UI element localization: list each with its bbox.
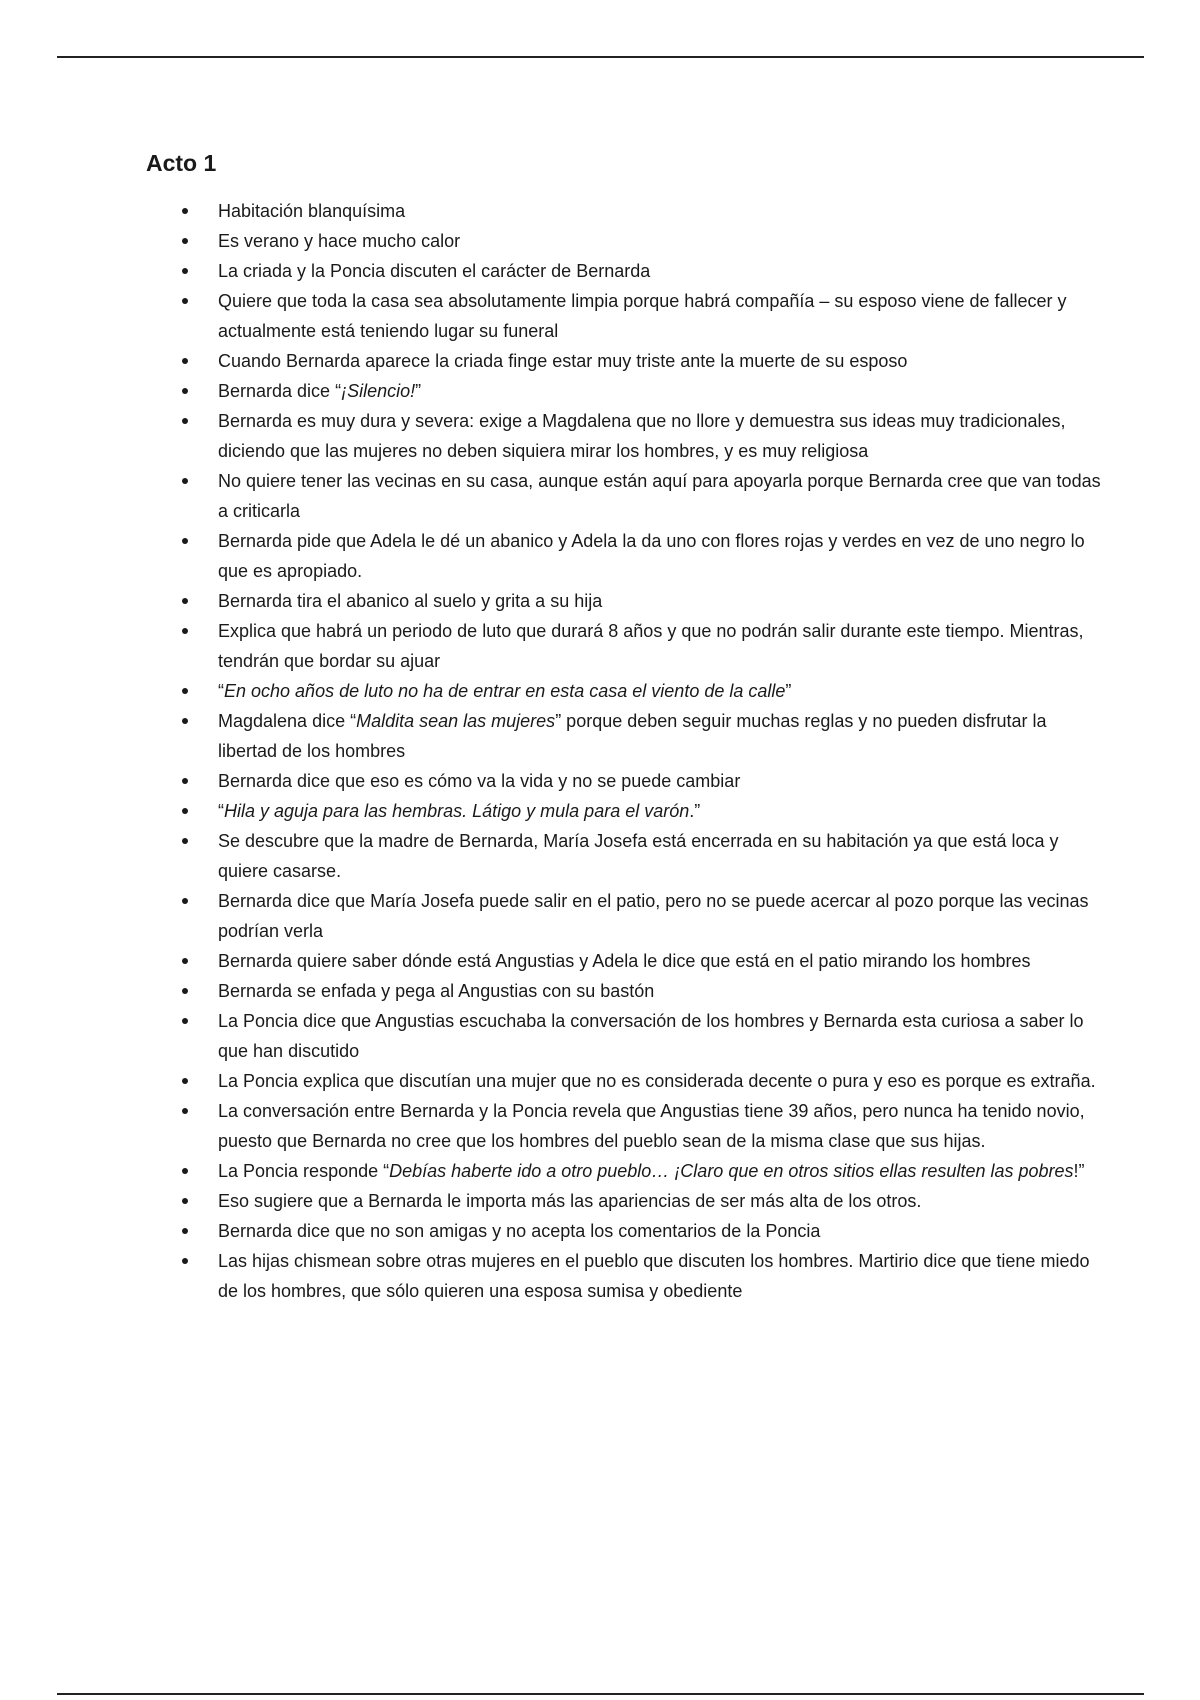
quote-text: Maldita sean las mujeres [356, 711, 556, 731]
list-item [146, 1156, 1106, 1186]
item-text: Explica que habrá un periodo de luto que durará 8 años y que no podrán salir durante este tiempo. Mientras, tendrán que bordar su ajuar [218, 621, 1084, 671]
quote-text: En ocho años de luto no ha de entrar en esta casa el viento de la calle [224, 681, 786, 701]
item-text: ” [785, 681, 792, 701]
bullet-icon [182, 538, 188, 544]
item-text: Eso sugiere que a Bernarda le importa más las apariencias de ser más alta de los otros. [218, 1191, 922, 1211]
bullet-icon [182, 598, 188, 604]
item-text: ” [415, 381, 422, 401]
item-text: Es verano y hace mucho calor [218, 231, 461, 251]
bullet-icon [182, 268, 188, 274]
bullet-icon [182, 988, 188, 994]
document-body [146, 146, 1106, 1306]
list-item [146, 796, 1106, 826]
quote-text: Debías haberte ido a otro pueblo… ¡Claro que en otros sitios ellas resulten las pobres [389, 1161, 1074, 1181]
item-text: Bernarda quiere saber dónde está Angustias y Adela le dice que está en el patio mirando los hombres [218, 951, 1031, 971]
bullet-icon [182, 628, 188, 634]
bullet-icon [182, 1258, 188, 1264]
list-item [146, 586, 1106, 616]
bullet-icon [182, 1228, 188, 1234]
list-item [146, 676, 1106, 706]
bullet-icon [182, 808, 188, 814]
list-item [146, 346, 1106, 376]
bullet-icon [182, 1108, 188, 1114]
bullet-icon [182, 418, 188, 424]
item-text: La Poncia explica que discutían una mujer que no es considerada decente o pura y eso es porque es extraña. [218, 1071, 1096, 1091]
bullet-icon [182, 1168, 188, 1174]
item-text: No quiere tener las vecinas en su casa, aunque están aquí para apoyarla porque Bernarda cree que van todas a criticarla [218, 471, 1101, 521]
quote-text: ¡Silencio! [341, 381, 416, 401]
item-text: Bernarda tira el abanico al suelo y grita a su hija [218, 591, 603, 611]
bullet-icon [182, 718, 188, 724]
bullet-icon [182, 958, 188, 964]
list-item [146, 226, 1106, 256]
bullet-icon [182, 298, 188, 304]
list-item [146, 256, 1106, 286]
item-text: Bernarda se enfada y pega al Angustias con su bastón [218, 981, 655, 1001]
list-item [146, 1246, 1106, 1306]
list-item [146, 1066, 1106, 1096]
bottom-rule [57, 1693, 1144, 1695]
list-item [146, 1186, 1106, 1216]
list-item [146, 376, 1106, 406]
item-text: Bernarda dice “ [218, 381, 342, 401]
list-item [146, 946, 1106, 976]
quote-text: Hila y aguja para las hembras. Látigo y mula para el varón [224, 801, 690, 821]
item-text: Las hijas chismean sobre otras mujeres en el pueblo que discuten los hombres. Martirio dice que tiene miedo de los hombres, que sólo quieren una esposa sumisa y obediente [218, 1251, 1090, 1301]
list-item [146, 196, 1106, 226]
bullet-icon [182, 358, 188, 364]
item-text: Bernarda dice que María Josefa puede salir en el patio, pero no se puede acercar al pozo porque las vecinas podrían verla [218, 891, 1089, 941]
item-text: La conversación entre Bernarda y la Poncia revela que Angustias tiene 39 años, pero nunca ha tenido novio, puesto que Bernarda no cree que los hombres del pueblo sean de la misma clase que sus hijas. [218, 1101, 1085, 1151]
item-text: La criada y la Poncia discuten el carácter de Bernarda [218, 261, 651, 281]
section-title: Acto 1 [146, 150, 217, 176]
list-item [146, 466, 1106, 526]
item-text: La Poncia dice que Angustias escuchaba la conversación de los hombres y Bernarda esta curiosa a saber lo que han discutido [218, 1011, 1084, 1061]
list-item [146, 406, 1106, 466]
item-text: .” [689, 801, 701, 821]
bullet-icon [182, 388, 188, 394]
item-text: Bernarda dice que eso es cómo va la vida y no se puede cambiar [218, 771, 741, 791]
item-text: Quiere que toda la casa sea absolutamente limpia porque habrá compañía – su esposo viene de fallecer y actualmente está teniendo lugar su funeral [218, 291, 1067, 341]
item-text: “ [218, 801, 224, 821]
item-text: Cuando Bernarda aparece la criada finge estar muy triste ante la muerte de su esposo [218, 351, 908, 371]
item-text: Bernarda dice que no son amigas y no acepta los comentarios de la Poncia [218, 1221, 821, 1241]
bullet-icon [182, 1198, 188, 1204]
item-text: Bernarda es muy dura y severa: exige a Magdalena que no llore y demuestra sus ideas muy tradicionales, diciendo que las mujeres no deben siquiera mirar los hombres, y es muy religiosa [218, 411, 1066, 461]
list-item [146, 886, 1106, 946]
list-item [146, 1216, 1106, 1246]
bullet-icon [182, 478, 188, 484]
list-item [146, 1006, 1106, 1066]
list-item [146, 706, 1106, 766]
bullet-icon [182, 238, 188, 244]
list-item [146, 1096, 1106, 1156]
item-text: Magdalena dice “ [218, 711, 357, 731]
bullet-list [146, 196, 1106, 1306]
list-item [146, 976, 1106, 1006]
bullet-icon [182, 898, 188, 904]
list-item [146, 286, 1106, 346]
item-text: La Poncia responde “ [218, 1161, 390, 1181]
item-text: ” porque deben seguir muchas reglas y no pueden disfrutar la libertad de los hombres [218, 711, 1047, 761]
bullet-icon [182, 688, 188, 694]
bullet-icon [182, 838, 188, 844]
bullet-icon [182, 778, 188, 784]
item-text: !” [1073, 1161, 1085, 1181]
top-rule [57, 56, 1144, 58]
list-item [146, 826, 1106, 886]
item-text: “ [218, 681, 224, 701]
bullet-icon [182, 1078, 188, 1084]
bullet-icon [182, 1018, 188, 1024]
item-text: Se descubre que la madre de Bernarda, María Josefa está encerrada en su habitación ya que está loca y quiere casarse. [218, 831, 1059, 881]
bullet-icon [182, 208, 188, 214]
list-item [146, 526, 1106, 586]
item-text: Bernarda pide que Adela le dé un abanico y Adela la da uno con flores rojas y verdes en vez de uno negro lo que es apropiado. [218, 531, 1085, 581]
list-item [146, 616, 1106, 676]
list-item [146, 766, 1106, 796]
item-text: Habitación blanquísima [218, 201, 406, 221]
